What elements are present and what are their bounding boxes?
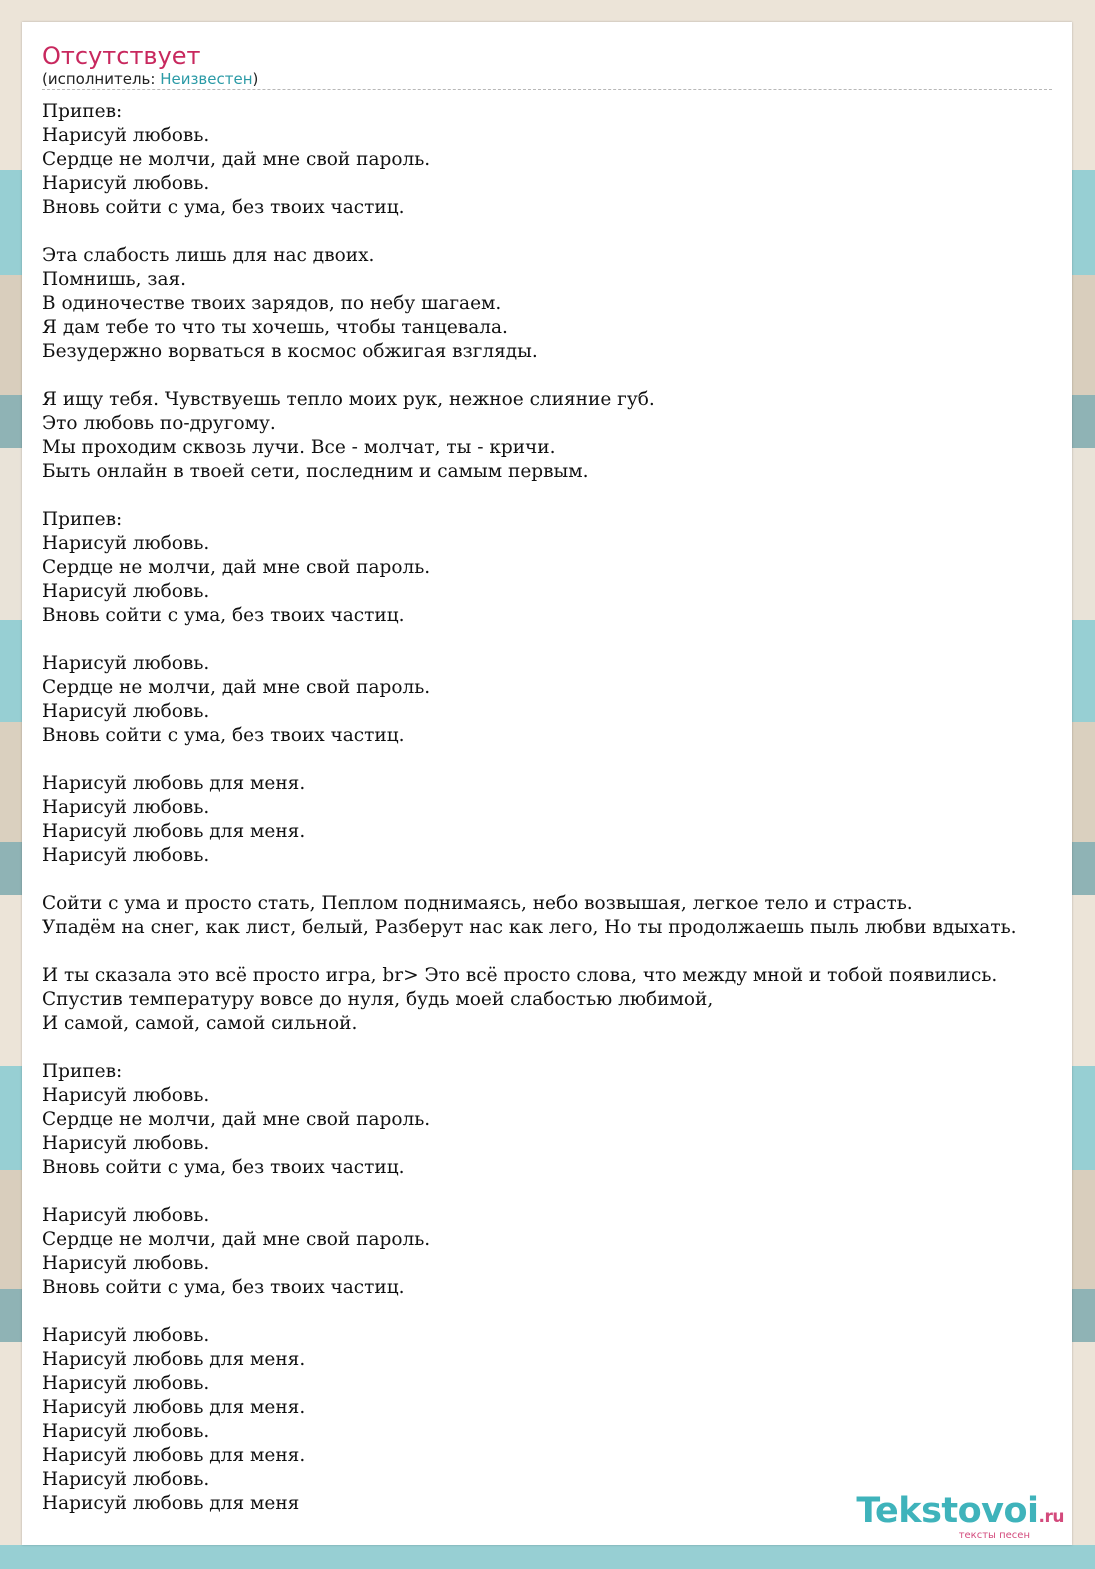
lyric-line: Эта слабость лишь для нас двоих. [42, 245, 375, 266]
artist-line [42, 70, 1052, 88]
lyric-line: Припев: [42, 101, 123, 122]
lyric-line: Нарисуй любовь. [42, 1085, 210, 1106]
artist-suffix: ) [252, 70, 259, 88]
lyric-line: Я ищу тебя. Чувствуешь тепло моих рук, нежное слияние губ. [42, 389, 655, 410]
lyric-line: Нарисуй любовь. [42, 701, 210, 722]
logo-tagline: тексты песен [958, 1530, 1030, 1541]
lyric-line: И самой, самой, самой сильной. [42, 1013, 358, 1034]
stanza-break [42, 1300, 1072, 1324]
song-header [42, 42, 1052, 90]
lyric-line: Нарисуй любовь для меня. [42, 1349, 306, 1370]
lyric-line: Нарисуй любовь. [42, 125, 210, 146]
lyric-line: Нарисуй любовь. [42, 1253, 210, 1274]
stanza-break [42, 484, 1072, 508]
lyric-line: Нарисуй любовь. [42, 845, 210, 866]
lyric-line: Вновь сойти с ума, без твоих частиц. [42, 1157, 405, 1178]
stanza-break [42, 1036, 1072, 1060]
lyric-line: Помнишь, зая. [42, 269, 187, 290]
lyric-line: Нарисуй любовь для меня. [42, 821, 306, 842]
lyrics-page [22, 22, 1072, 1545]
stanza-break [42, 628, 1072, 652]
lyric-line: Нарисуй любовь. [42, 581, 210, 602]
lyric-line: Припев: [42, 1061, 123, 1082]
stanza-break [42, 364, 1072, 388]
lyric-line: Нарисуй любовь. [42, 1133, 210, 1154]
lyric-line: И ты сказала это всё просто игра, br> Это всё просто слова, что между мной и тобой появились. [42, 965, 998, 986]
lyric-line: Нарисуй любовь для меня [42, 1493, 300, 1514]
lyric-line: Нарисуй любовь. [42, 1325, 210, 1346]
lyric-line: Припев: [42, 509, 123, 530]
lyric-line: Нарисуй любовь. [42, 173, 210, 194]
stanza-break [42, 868, 1072, 892]
lyric-line: Я дам тебе то что ты хочешь, чтобы танцевала. [42, 317, 508, 338]
stanza-break [42, 1180, 1072, 1204]
site-logo[interactable] [856, 1493, 1064, 1541]
lyric-line: Сойти с ума и просто стать, Пеплом поднимаясь, небо возвышая, легкое тело и страсть. [42, 893, 913, 914]
lyric-line: Упадём на снег, как лист, белый, Разберут нас как лего, Но ты продолжаешь пыль любви вдыхать. [42, 917, 1017, 938]
lyric-line: Нарисуй любовь. [42, 797, 210, 818]
lyric-line: Вновь сойти с ума, без твоих частиц. [42, 605, 405, 626]
stanza-break [42, 220, 1072, 244]
lyric-line: Сердце не молчи, дай мне свой пароль. [42, 677, 431, 698]
song-title: Отсутствует [42, 42, 201, 70]
lyric-line: Безудержно ворваться в космос обжигая взгляды. [42, 341, 538, 362]
lyric-line: Сердце не молчи, дай мне свой пароль. [42, 149, 431, 170]
lyric-line: Нарисуй любовь для меня. [42, 1445, 306, 1466]
lyric-line: Нарисуй любовь. [42, 533, 210, 554]
lyric-line: Вновь сойти с ума, без твоих частиц. [42, 725, 405, 746]
lyric-line: Нарисуй любовь. [42, 1373, 210, 1394]
lyric-line: Быть онлайн в твоей сети, последним и самым первым. [42, 461, 589, 482]
lyric-line: Мы проходим сквозь лучи. Все - молчат, ты - кричи. [42, 437, 556, 458]
lyric-line: Вновь сойти с ума, без твоих частиц. [42, 1277, 405, 1298]
lyric-line: Нарисуй любовь. [42, 1205, 210, 1226]
lyrics-text [42, 100, 1072, 1516]
artist-link[interactable]: Неизвестен [160, 70, 253, 88]
lyric-line: Нарисуй любовь. [42, 1421, 210, 1442]
lyric-line: Нарисуй любовь для меня. [42, 773, 306, 794]
stanza-break [42, 748, 1072, 772]
lyric-line: Нарисуй любовь для меня. [42, 1397, 306, 1418]
lyric-line: Вновь сойти с ума, без твоих частиц. [42, 197, 405, 218]
lyric-line: В одиночестве твоих зарядов, по небу шагаем. [42, 293, 502, 314]
lyric-line: Нарисуй любовь. [42, 653, 210, 674]
lyric-line: Сердце не молчи, дай мне свой пароль. [42, 1229, 431, 1250]
lyric-line: Нарисуй любовь. [42, 1469, 210, 1490]
lyric-line: Спустив температуру вовсе до нуля, будь моей слабостью любимой, [42, 989, 714, 1010]
stanza-break [42, 940, 1072, 964]
lyric-line: Сердце не молчи, дай мне свой пароль. [42, 557, 431, 578]
logo-tld: .ru [1038, 1507, 1064, 1527]
logo-name: Tekstovoi [856, 1491, 1039, 1531]
artist-prefix: (исполнитель: [42, 70, 161, 88]
lyric-line: Сердце не молчи, дай мне свой пароль. [42, 1109, 431, 1130]
lyric-line: Это любовь по-другому. [42, 413, 276, 434]
